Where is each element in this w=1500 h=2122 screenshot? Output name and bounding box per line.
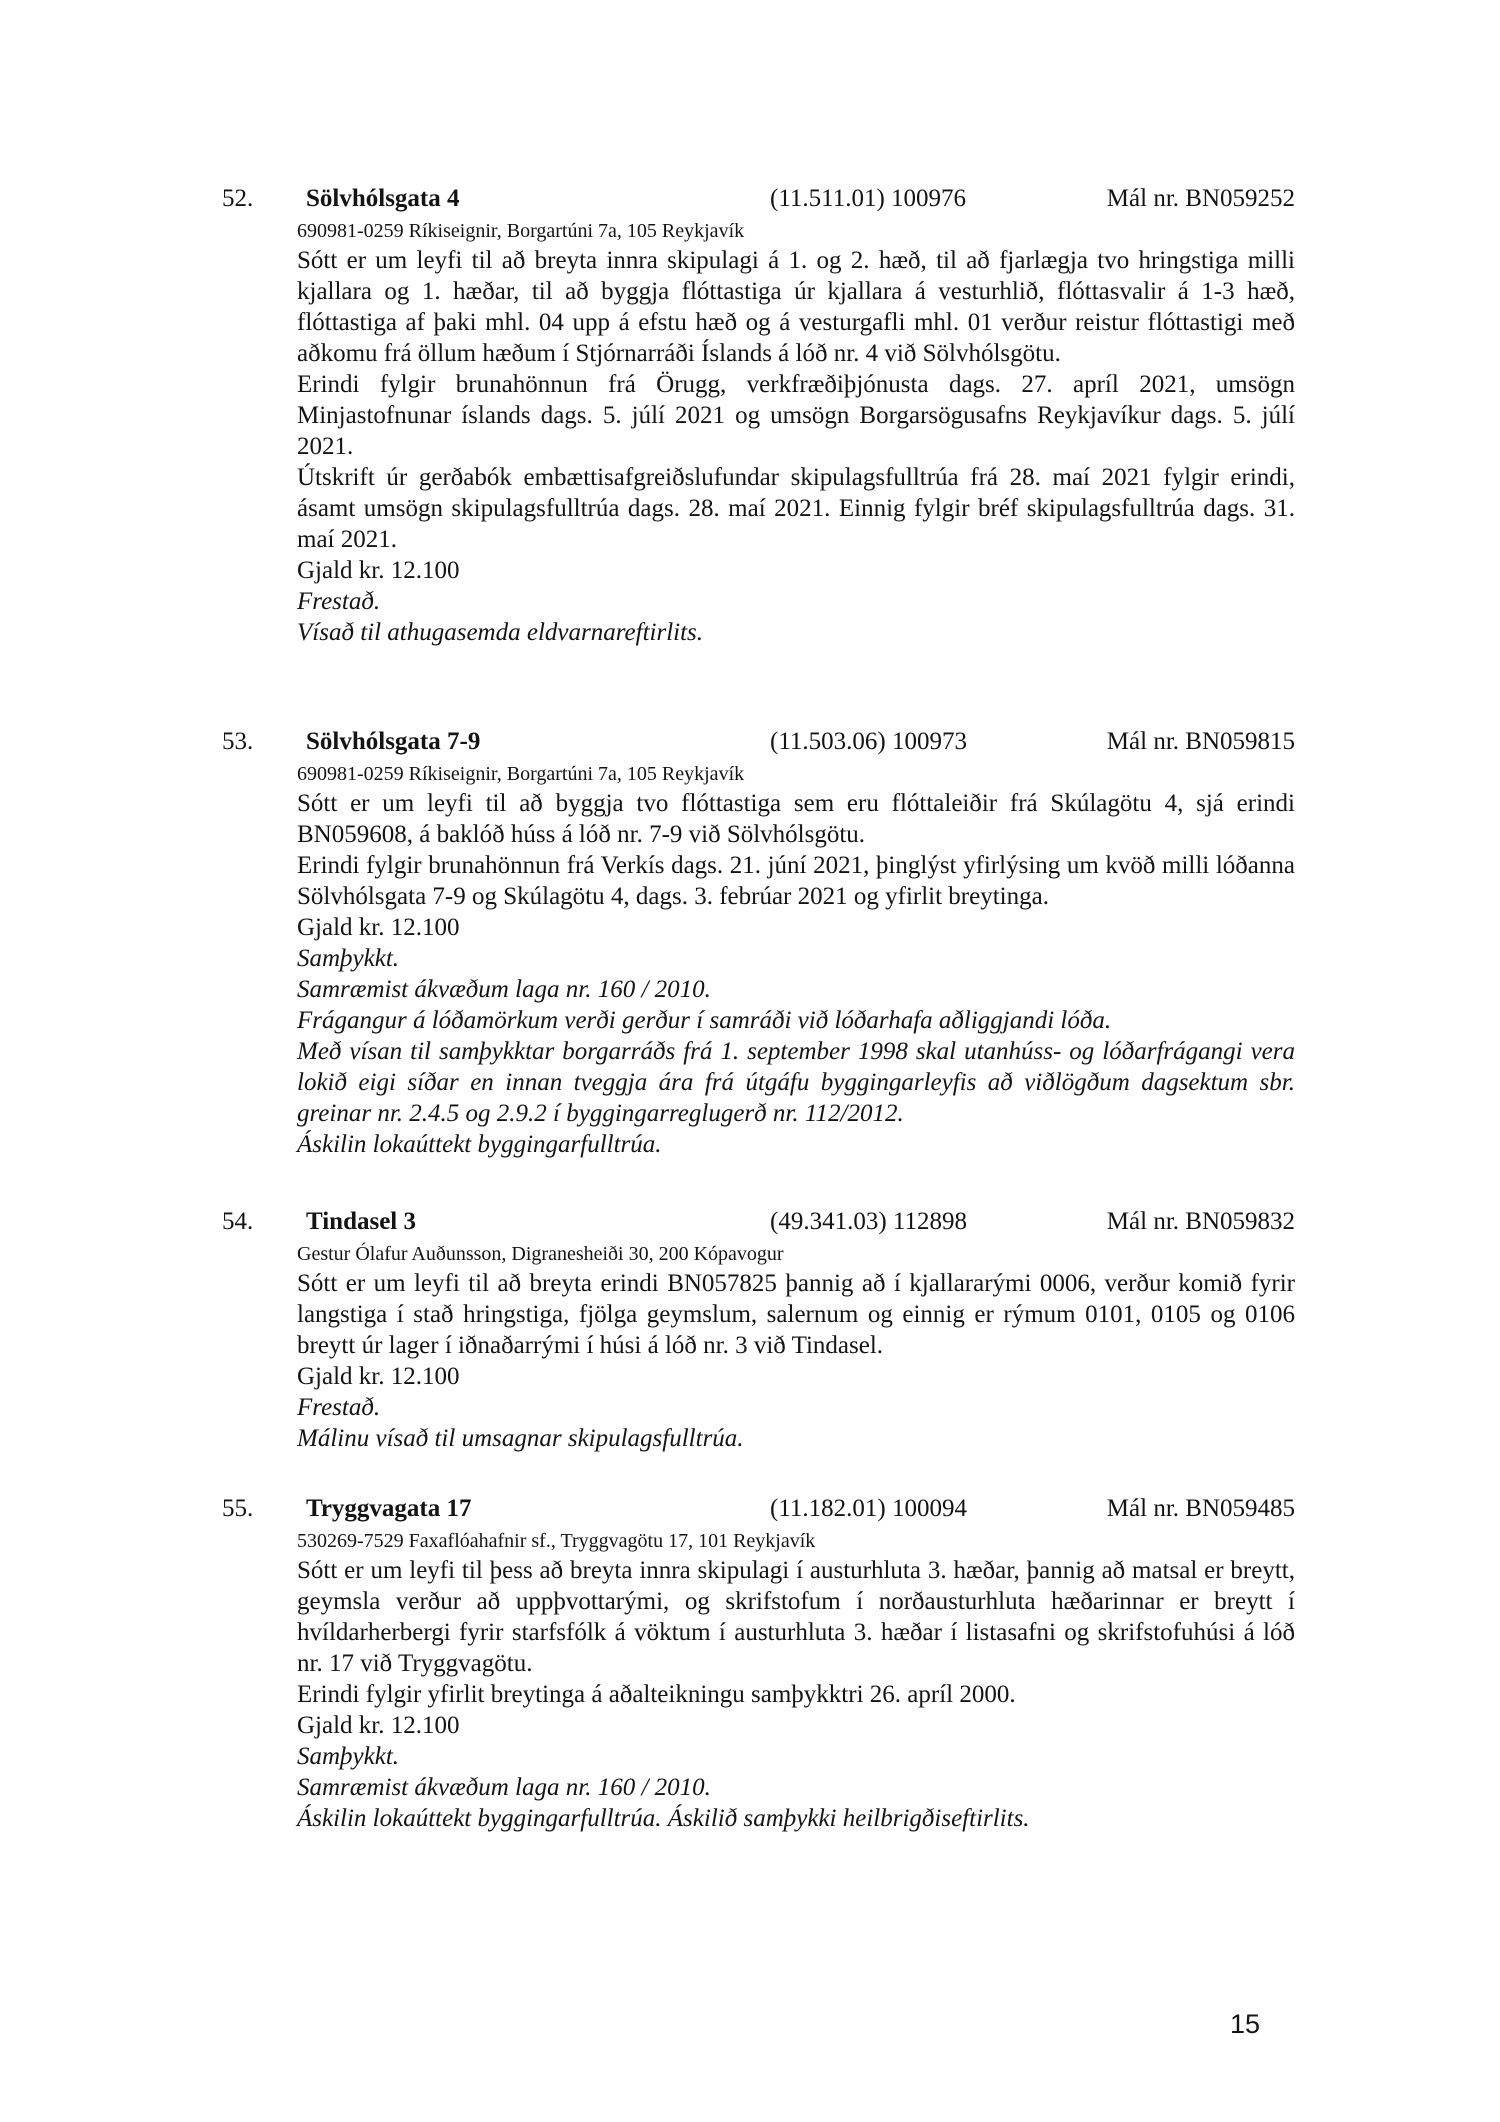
case-header	[222, 1491, 1295, 1527]
item-reference: (49.341.03) 112898	[770, 1208, 967, 1235]
item-paragraph: Erindi fylgir yfirlit breytinga á aðalteikningu samþykktri 26. apríl 2000.	[297, 1681, 1016, 1708]
item-decision: Vísað til athugasemda eldvarnareftirlits.	[297, 619, 704, 646]
item-number: 55.	[222, 1495, 254, 1522]
item-decision: Frestað.	[297, 1394, 381, 1421]
case-header	[222, 181, 1295, 217]
item-decision: Samþykkt.	[297, 1743, 400, 1770]
item-body	[297, 788, 1295, 1160]
item-reference: (11.182.01) 100094	[770, 1495, 967, 1522]
item-applicant: Gestur Ólafur Auðunsson, Digranesheiði 30, 200 Kópavogur	[297, 1243, 784, 1265]
item-case-number: Mál nr. BN059815	[1106, 728, 1295, 755]
item-body	[297, 1268, 1295, 1454]
item-fee: Gjald kr. 12.100	[297, 914, 460, 941]
case-item	[222, 1491, 1295, 1834]
item-applicant: 690981-0259 Ríkiseignir, Borgartúni 7a, 105 Reykjavík	[297, 220, 745, 242]
item-decision: Samræmist ákvæðum laga nr. 160 / 2010.	[297, 976, 711, 1003]
item-paragraph: Sótt er um leyfi til þess að breyta innra skipulagi í austurhluta 3. hæðar, þannig að matsal er breytt, geymsla verður að uppþvottarými, og skrifstofum í norðausturhluta hæðarinnar er breytt í hvíldarherbergi fyrir starfsfólk á vöktum í austurhluta 3. hæðar í listasafni og skrifstofuhúsi á lóð nr. 17 við Tryggvagötu.	[297, 1557, 1295, 1677]
item-paragraph: Sótt er um leyfi til að byggja tvo flóttastiga sem eru flóttaleiðir frá Skúlagötu 4, sjá erindi BN059608, á baklóð húss á lóð nr. 7-9 við Sölvhólsgötu.	[297, 790, 1295, 848]
item-case-number: Mál nr. BN059485	[1106, 1495, 1295, 1522]
item-paragraph: Erindi fylgir brunahönnun frá Verkís dags. 21. júní 2021, þinglýst yfirlýsing um kvöð milli lóðanna Sölvhólsgata 7-9 og Skúlagötu 4, dags. 3. febrúar 2021 og yfirlit breytinga.	[297, 852, 1295, 910]
case-item	[222, 181, 1295, 648]
item-number: 52.	[222, 185, 254, 212]
item-address: Sölvhólsgata 7-9	[306, 728, 481, 755]
case-header	[222, 1204, 1295, 1240]
item-applicant: 690981-0259 Ríkiseignir, Borgartúni 7a, 105 Reykjavík	[297, 763, 745, 785]
item-address: Tryggvagata 17	[306, 1495, 472, 1522]
item-reference: (11.503.06) 100973	[770, 728, 967, 755]
item-number: 53.	[222, 728, 254, 755]
item-address: Tindasel 3	[306, 1208, 416, 1235]
item-decision: Málinu vísað til umsagnar skipulagsfulltrúa.	[297, 1425, 744, 1452]
item-paragraph: Erindi fylgir brunahönnun frá Örugg, verkfræðiþjónusta dags. 27. apríl 2021, umsögn Minjastofnunar íslands dags. 5. júlí 2021 og umsögn Borgarsögusafns Reykjavíkur dags. 5. júlí 2021.	[297, 371, 1295, 460]
item-case-number: Mál nr. BN059832	[1106, 1208, 1295, 1235]
item-reference: (11.511.01) 100976	[770, 185, 967, 212]
page-number: 15	[1230, 2009, 1261, 2039]
item-fee: Gjald kr. 12.100	[297, 557, 460, 584]
item-body	[297, 245, 1295, 648]
case-header	[222, 724, 1295, 760]
item-body	[297, 1555, 1295, 1834]
item-decision: Áskilin lokaúttekt byggingarfulltrúa.	[297, 1131, 662, 1158]
item-decision: Með vísan til samþykktar borgarráðs frá 1. september 1998 skal utanhúss- og lóðarfrágangi vera lokið eigi síðar en innan tveggja ára frá útgáfu byggingarleyfis að viðlögðum dagsektum sbr. greinar nr. 2.4.5 og 2.9.2 í byggingarreglugerð nr. 112/2012.	[297, 1038, 1295, 1127]
item-fee: Gjald kr. 12.100	[297, 1363, 460, 1390]
case-item	[222, 1204, 1295, 1454]
item-paragraph: Sótt er um leyfi til að breyta innra skipulagi á 1. og 2. hæð, til að fjarlægja tvo hringstiga milli kjallara og 1. hæðar, til að byggja flóttastiga úr kjallara á vesturhlið, flóttasvalir á 1-3 hæð, flóttastiga af þaki mhl. 04 upp á efstu hæð og á vesturgafli mhl. 01 verður reistur flóttastigi með aðkomu frá öllum hæðum í Stjórnarráði Íslands á lóð nr. 4 við Sölvhólsgötu.	[297, 247, 1295, 367]
item-decision: Frestað.	[297, 588, 381, 615]
item-decision: Áskilin lokaúttekt byggingarfulltrúa. Áskilið samþykki heilbrigðiseftirlits.	[297, 1805, 1030, 1832]
item-number: 54.	[222, 1208, 254, 1235]
case-item	[222, 724, 1295, 1160]
item-address: Sölvhólsgata 4	[306, 185, 460, 212]
item-fee: Gjald kr. 12.100	[297, 1712, 460, 1739]
item-case-number: Mál nr. BN059252	[1106, 185, 1295, 212]
item-decision: Frágangur á lóðamörkum verði gerður í samráði við lóðarhafa aðliggjandi lóða.	[297, 1007, 1112, 1034]
item-applicant: 530269-7529 Faxaflóahafnir sf., Tryggvagötu 17, 101 Reykjavík	[297, 1530, 816, 1552]
item-paragraph: Sótt er um leyfi til að breyta erindi BN057825 þannig að í kjallararými 0006, verður komið fyrir langstiga í stað hringstiga, fjölga geymslum, salernum og einnig er rýmum 0101, 0105 og 0106 breytt úr lager í iðnaðarrými í húsi á lóð nr. 3 við Tindasel.	[297, 1270, 1295, 1359]
item-decision: Samþykkt.	[297, 945, 400, 972]
item-decision: Samræmist ákvæðum laga nr. 160 / 2010.	[297, 1774, 711, 1801]
item-paragraph: Útskrift úr gerðabók embættisafgreiðslufundar skipulagsfulltrúa frá 28. maí 2021 fylgir erindi, ásamt umsögn skipulagsfulltrúa dags. 28. maí 2021. Einnig fylgir bréf skipulagsfulltrúa dags. 31. maí 2021.	[297, 464, 1295, 553]
